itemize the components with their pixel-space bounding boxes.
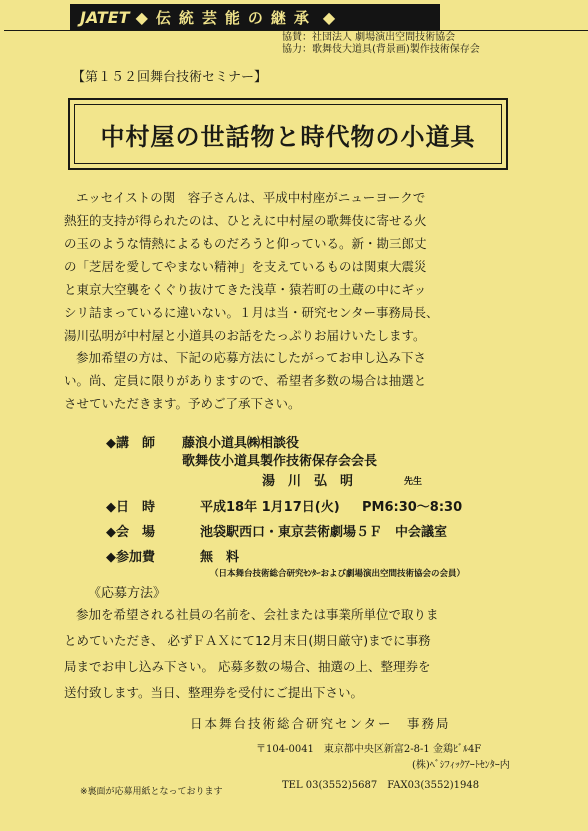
application-paragraph bbox=[64, 602, 534, 706]
participation-line: させていただきます。予めご了承下さい。 bbox=[64, 396, 301, 411]
lecturer-title-1: 藤浪小道具㈱相談役 bbox=[182, 436, 300, 451]
organization-company: (株)ﾍﾞｼﾌｨｯｸｱｰﾄｾﾝﾀｰ内 bbox=[412, 760, 510, 771]
cooperation-text: 協力：歌舞伎大道具(背景画)製作技術保存会 bbox=[282, 44, 480, 55]
diamond-icon: ◆ bbox=[135, 7, 150, 27]
participation-line: い。尚、定員に限りがありますので、希望者多数の場合は抽選と bbox=[64, 373, 427, 388]
venue-label: ◆会 場 bbox=[106, 525, 155, 540]
lecturer-label: ◆講 師 bbox=[106, 436, 155, 451]
application-line: 参加を希望される社員の名前を、会社または事業所単位で取りま bbox=[76, 607, 439, 622]
intro-line: エッセイストの関 容子さんは、平成中村座がニューヨークで bbox=[76, 190, 426, 205]
intro-line: 熱狂的支持が得られたのは、ひとえに中村屋の歌舞伎に寄せる火 bbox=[64, 213, 427, 228]
header-title: 伝統芸能の継承 bbox=[155, 8, 317, 27]
participation-paragraph bbox=[64, 346, 534, 415]
page-title: 中村屋の世話物と時代物の小道具 bbox=[74, 104, 502, 164]
header-divider bbox=[4, 30, 588, 31]
fee-label: ◆参加費 bbox=[106, 550, 155, 565]
intro-paragraph bbox=[64, 186, 534, 347]
application-line: 局までお申し込み下さい。 応募多数の場合、抽選の上、整理券を bbox=[64, 659, 431, 674]
cosponsor-text: 協賛：社団法人 劇場演出空間技術協会 bbox=[282, 32, 456, 43]
intro-line: の玉のような情熱によるものだろうと仰っている。新・勘三郎丈 bbox=[64, 236, 427, 251]
organization-contact: TEL 03(3552)5687 FAX03(3552)1948 bbox=[282, 780, 480, 791]
time-value: PM6:30～8:30 bbox=[362, 500, 463, 515]
fee-note: （日本舞台技術総合研究ｾﾝﾀｰおよび劇場演出空間技術協会の会員） bbox=[210, 569, 466, 579]
intro-line: 湯川弘明が中村屋と小道具のお話をたっぷりお届けいたします。 bbox=[64, 328, 426, 343]
venue-value: 池袋駅西口・東京芸術劇場５Ｆ 中会議室 bbox=[200, 525, 448, 540]
participation-line: 参加希望の方は、下記の応募方法にしたがってお申し込み下さ bbox=[76, 350, 427, 365]
organization-name: 日本舞台技術総合研究センター 事務局 bbox=[190, 716, 451, 731]
organization-address: 〒104-0041 東京都中央区新富2-8-1 金鶏ﾋﾞﾙ4F bbox=[256, 744, 482, 755]
application-line: とめていただき、 必ずＦＡＸにて12月末日(期日厳守)までに事務 bbox=[64, 633, 431, 648]
application-heading: 《応募方法》 bbox=[88, 586, 167, 601]
intro-line: と東京大空襲をくぐり抜けてきた浅草・猿若町の土蔵の中にギッ bbox=[64, 282, 427, 297]
diamond-icon: ◆ bbox=[322, 7, 338, 27]
intro-line: の「芝居を愛してやまない精神」を支えているものは関東大震災 bbox=[64, 259, 427, 274]
intro-line: シリ詰まっているに違いない。１月は当・研究センター事務局長、 bbox=[64, 305, 439, 320]
lecturer-name: 湯 川 弘 明 bbox=[262, 474, 354, 489]
application-line: 送付致します。当日、整理券を受付にご提出下さい。 bbox=[64, 685, 364, 700]
fee-value: 無 料 bbox=[200, 550, 240, 565]
seminar-number: 【第１５２回舞台技術セミナー】 bbox=[72, 70, 268, 85]
date-value: 平成18年 1月17日(火) bbox=[200, 500, 340, 515]
lecturer-honorific: 先生 bbox=[404, 477, 423, 487]
title-frame bbox=[68, 98, 508, 170]
brand-logo: JATET bbox=[80, 7, 130, 27]
lecturer-title-2: 歌舞伎小道具製作技術保存会会長 bbox=[182, 454, 378, 469]
date-label: ◆日 時 bbox=[106, 500, 155, 515]
footnote: ※裏面が応募用紙となっております bbox=[80, 787, 223, 797]
header-banner bbox=[70, 4, 440, 30]
